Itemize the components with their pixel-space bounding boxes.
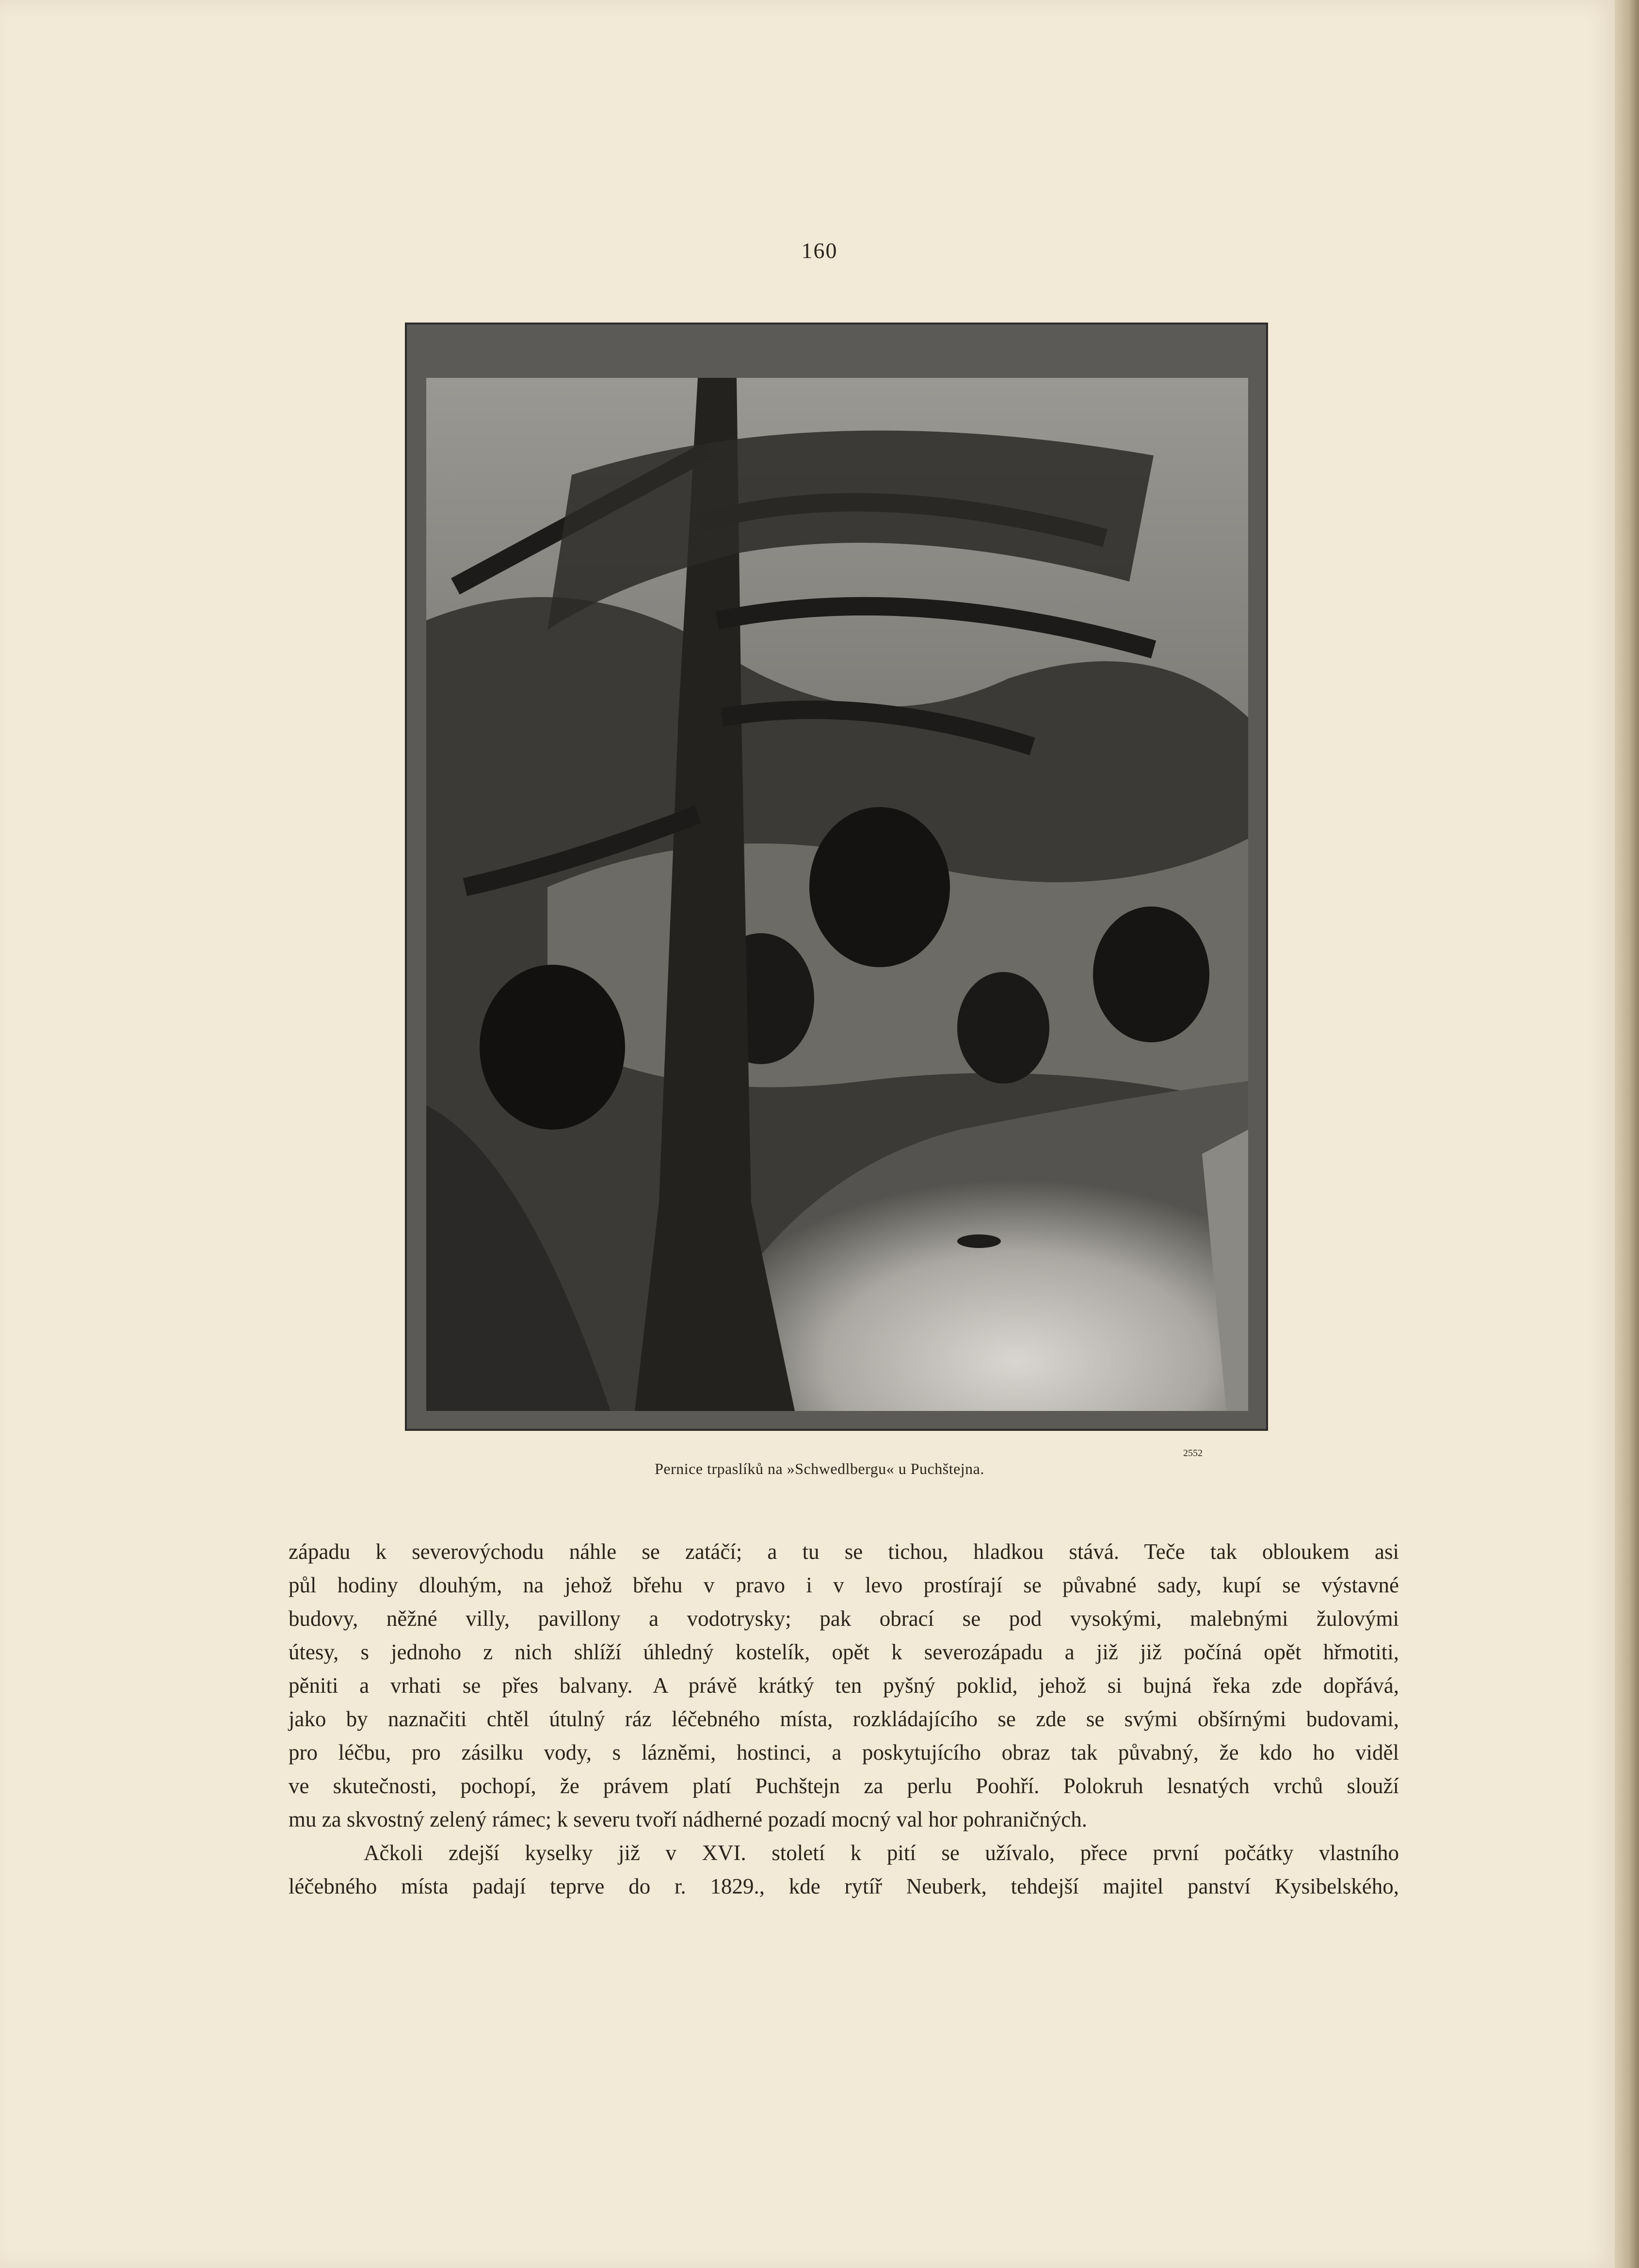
book-fore-edge [1615,0,1639,2268]
text-line: západu k severovýchodu náhle se zatáčí; a tu se tichou, hladkou stává. Teče tak obloukem asi [289,1539,1399,1564]
text-line: ve skutečnosti, pochopí, že právem platí Puchštejn za perlu Poohří. Polokruh lesnatých vrchů slouží [289,1774,1399,1798]
illustration-engraving [426,378,1248,1411]
page-number: 160 [801,238,838,263]
body-text [289,1535,1399,1903]
text-line: mu za skvostný zelený rámec; k severu tvoří nádherné pozadí mocný val hor pohraničných. [289,1807,1087,1831]
text-line: léčebného místa padají teprve do r. 1829., kde rytíř Neuberk, tehdejší majitel panství Kysibelského, [289,1874,1399,1898]
text-line: půl hodiny dlouhým, na jehož břehu v pravo i v levo prostírají se půvabné sady, kupí se výstavné [289,1573,1399,1597]
illustration-frame [405,323,1268,1431]
plate-number: 2552 [1183,1448,1203,1458]
text-line: Ačkoli zdejší kyselky již v XVI. století k pití se užívalo, přece první počátky vlastního [364,1841,1399,1865]
text-line: útesy, s jednoho z nich shlíží úhledný kostelík, opět k severozápadu a již již počíná opět hřmotiti, [289,1640,1399,1664]
text-line: pěniti a vrhati se přes balvany. A právě krátký ten pyšný poklid, jehož si bujná řeka zde dopřává, [289,1673,1399,1698]
illustration-caption: Pernice trpaslíků na »Schwedlbergu« u Puchštejna. [655,1460,984,1477]
text-line: budovy, něžné villy, pavillony a vodotrysky; pak obrací se pod vysokými, malebnými žulovými [289,1606,1399,1631]
text-line: jako by naznačiti chtěl útulný ráz léčebného místa, rozkládajícího se zde se svými obšírnými budovami, [289,1707,1399,1731]
text-line: pro léčbu, pro zásilku vody, s lázněmi, hostinci, a poskytujícího obraz tak půvabný, že kdo ho viděl [289,1740,1399,1765]
